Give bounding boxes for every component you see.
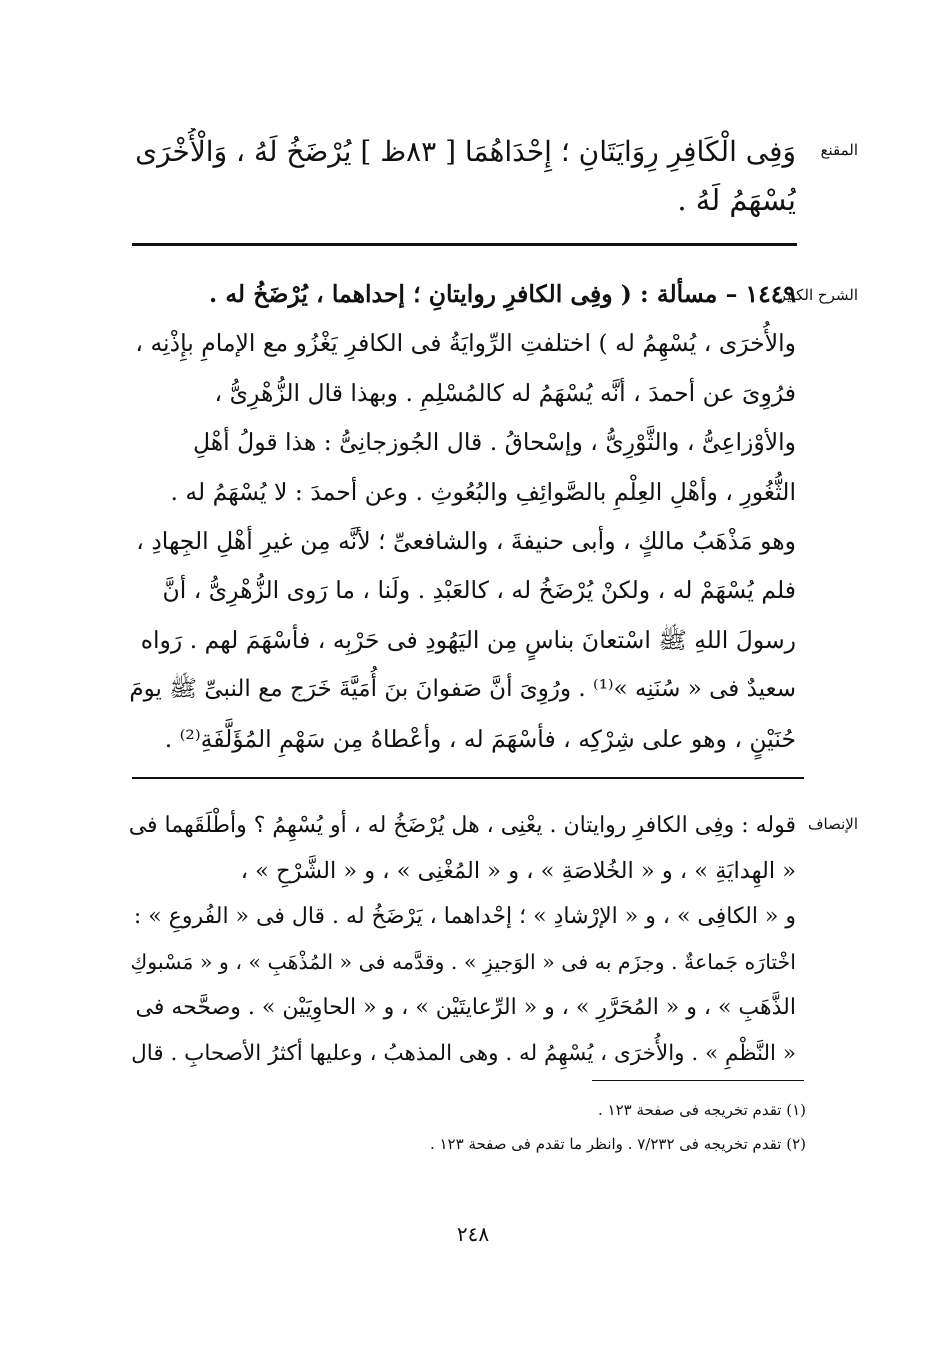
sharh-line: والأوْزاعِىُّ ، والثَّوْرِىُّ ، وإسْحاقُ . قال الجُوزجانِىُّ : هذا قولُ أهْلِ	[192, 428, 796, 457]
muqni-line: يُسْهَمُ لَهُ .	[677, 183, 796, 217]
insaf-line: « الهِدايَةِ » ، و « الخُلاصَةِ » ، و « المُغْنِى » ، و « الشَّرْحِ » ،	[240, 857, 796, 884]
sharh-line: الثُّغُورِ ، وأهْلِ العِلْمِ بالصَّوائِفِ والبُعُوثِ . وعن أحمدَ : لا يُسْهَمُ له .	[170, 477, 796, 506]
section-label-insaf: الإنصاف	[807, 815, 858, 833]
footnote: (٢) تقدم تخريجه فى ٧/٢٣٢ . وانظر ما تقدم فى صفحة ١٢٣ .	[429, 1135, 806, 1153]
sharh-line: فرُوِىَ عن أحمدَ ، أنَّه يُسْهَمُ له كالمُسْلِمِ . وبهذا قال الزُّهْرِىُّ ،	[214, 378, 796, 407]
insaf-line: و « الكافِى » ، و « الإرْشادِ » ؛ إحْداهما ، يَرْضَخُ له . قال فى « الفُروعِ » :	[133, 904, 796, 929]
sharh-text	[126, 270, 796, 764]
sharh-line: فلم يُسْهَمْ له ، ولكنْ يُرْضَخُ له ، كالعَبْدِ . ولَنا ، ما رَوى الزُّهْرِىُّ ، أنَّ	[162, 576, 796, 605]
section-label-muqni: المقنع	[820, 141, 858, 159]
insaf-line: الذَّهَبِ » ، و « المُحَرَّرِ » ، و « الرِّعايتَيْن » ، و « الحاوِيَيْن » . وصحَّحه فى	[135, 995, 796, 1020]
section-label-sharh: الشرح الكبير	[778, 286, 858, 304]
sharh-line: وهو مَذْهَبُ مالكٍ ، وأبى حنيفةَ ، والشافعىِّ ؛ لأنَّه مِن غيرِ أهْلِ الجِهادِ ،	[136, 527, 796, 556]
section-divider	[132, 777, 804, 779]
insaf-text	[126, 803, 796, 1076]
insaf-line: اخْتارَه جَماعةٌ . وجزَم به فى « الوَجيزِ » . وقدَّمه فى « المُذْهَبِ » ، و « مَسْبوكِ	[130, 949, 796, 974]
footnote-divider	[592, 1080, 804, 1081]
sharh-line: سعيدٌ فى « سُنَنِه »⁽¹⁾ . ورُوِىَ أنَّ صَفوانَ بنَ أُمَيَّةَ خَرَج مع النبىِّ ﷺ يومَ	[129, 676, 796, 703]
sharh-line: حُنَيْنٍ ، وهو على شِرْكِه ، فأسْهَمَ له ، وأعْطاهُ مِن سَهْمِ المُؤَلَّفَةِ⁽²⁾ .	[164, 724, 796, 753]
sharh-line: رسولَ اللهِ ﷺ اسْتعانَ بناسٍ مِن اليَهُودِ فى حَرْبِه ، فأسْهَمَ لهم . رَواه	[140, 625, 796, 654]
sharh-line: والأُخرَى ، يُسْهِمُ له ) اختلفتِ الرِّوايَةُ فى الكافرِ يَغْزُو مع الإمامِ بإِذْنِه ،	[135, 329, 796, 358]
insaf-line: قوله : وفِى الكافرِ روايتان . يعْنِى ، هل يُرْضَخُ له ، أو يُسْهِمُ ؟ وأطْلَقَهما فى	[128, 813, 796, 838]
footnotes	[126, 1093, 806, 1161]
muqni-text	[126, 128, 796, 224]
page-number: ٢٤٨	[456, 1222, 490, 1246]
sharh-line: ١٤٤٩ – مسألة : ( وفِى الكافرِ روايتانِ ؛ إحداهما ، يُرْضَخُ له .	[208, 280, 796, 308]
footnote: (١) تقدم تخريجه فى صفحة ١٢٣ .	[597, 1101, 806, 1119]
section-divider	[132, 243, 797, 246]
insaf-line: « النَّظْمِ » . والأُخرَى ، يُسْهِمُ له . وهى المذهبُ ، وعليها أكثرُ الأصحابِ . قال	[131, 1040, 796, 1066]
muqni-line: وَفِى الْكَافِرِ رِوَايَتَانِ ؛ إِحْدَاهُمَا [ ٨٣ظ ] يُرْضَخُ لَهُ ، وَالْأُخْرَى	[135, 135, 796, 168]
